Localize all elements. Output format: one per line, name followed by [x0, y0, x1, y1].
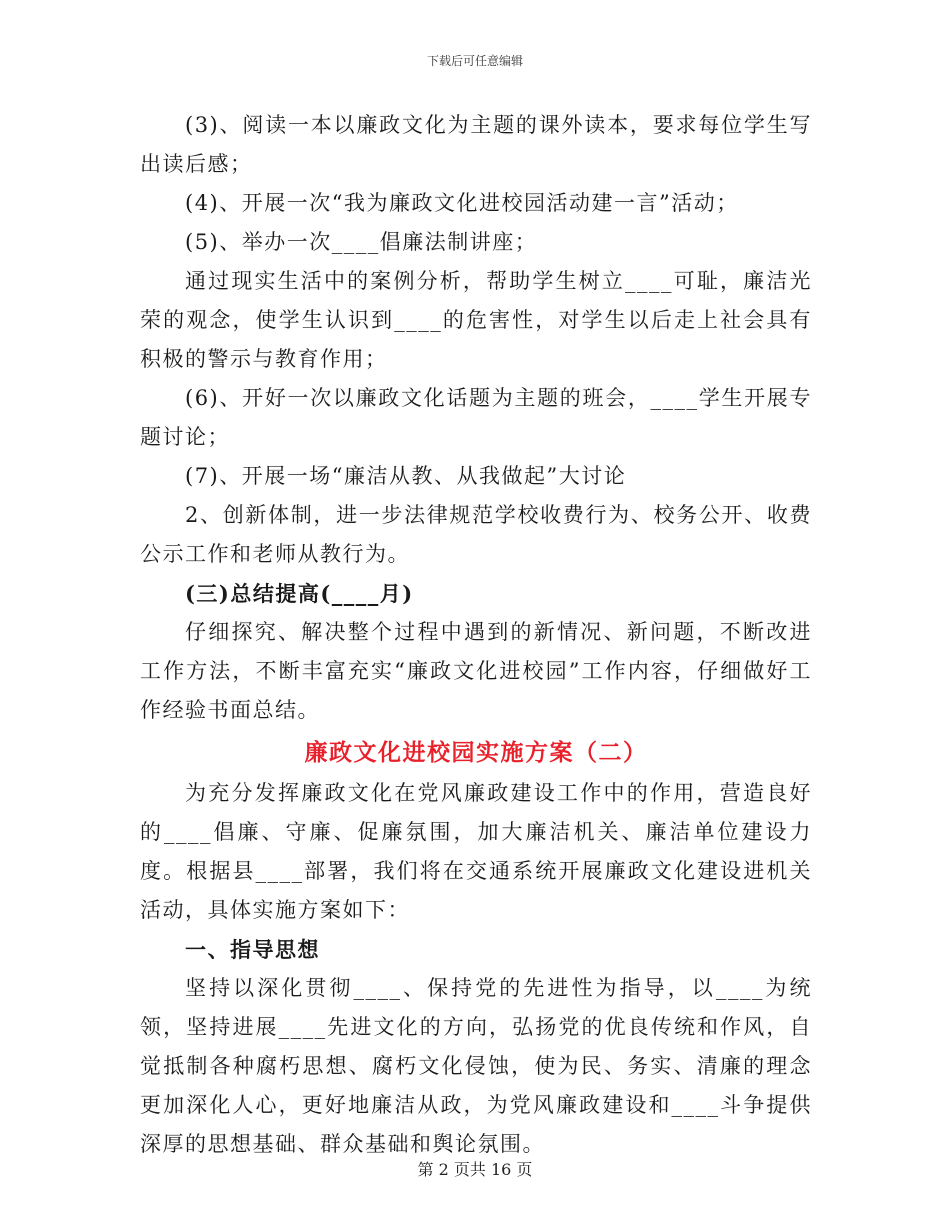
- page-header: 下载后可任意编辑: [426, 54, 523, 68]
- paragraph-case-analysis: 通过现实生活中的案例分析，帮助学生树立____可耻，廉洁光荣的观念，使学生认识到____的危害性，对学生以后走上社会具有积极的警示与教育作用；: [140, 269, 812, 371]
- paragraph-point-2: 2、创新体制，进一步法律规范学校收费行为、校务公开、收费公示工作和老师从教行为。: [140, 503, 812, 566]
- paragraph-guiding-ideology: 坚持以深化贯彻____、保持党的先进性为指导，以____为统领，坚持进展____先进文化的方向，弘扬党的优良传统和作风，自觉抵制各种腐朽思想、腐朽文化侵蚀，使为民、务实、清廉的理念更加深化人心，更好地廉洁从政，为党风廉政建设和____斗争提供深厚的思想基础、群众基础和舆论氛围。: [140, 976, 812, 1156]
- paragraph-item-7: (7)、开展一场“廉洁从教、从我做起”大讨论: [185, 464, 627, 488]
- page-footer: 第 2 页共 16 页: [417, 1160, 533, 1179]
- paragraph-summary: 仔细探究、解决整个过程中遇到的新情况、新问题，不断改进工作方法，不断丰富充实“廉政文化进校园”工作内容，仔细做好工作经验书面总结。: [140, 620, 812, 722]
- subheading-guiding-ideology: 一、指导思想: [185, 937, 320, 962]
- paragraph-intro: 为充分发挥廉政文化在党风廉政建设工作中的作用，营造良好的____倡廉、守廉、促廉氛围，加大廉洁机关、廉洁单位建设力度。根据县____部署，我们将在交通系统开展廉政文化建设进机关活动，具体实施方案如下：: [140, 781, 812, 922]
- paragraph-item-4: (4)、开展一次“我为廉政文化进校园活动建一言”活动；: [185, 191, 739, 215]
- subheading-summary: (三)总结提高(____月): [185, 581, 414, 606]
- paragraph-item-3: (3)、阅读一本以廉政文化为主题的课外读本，要求每位学生写出读后感；: [140, 113, 812, 176]
- paragraph-item-6: (6)、开好一次以廉政文化话题为主题的班会，____学生开展专题讨论；: [140, 386, 812, 449]
- paragraph-item-5: (5)、举办一次____倡廉法制讲座；: [185, 230, 538, 254]
- document-body: [140, 106, 812, 1164]
- section-title: 廉政文化进校园实施方案（二）: [304, 739, 648, 766]
